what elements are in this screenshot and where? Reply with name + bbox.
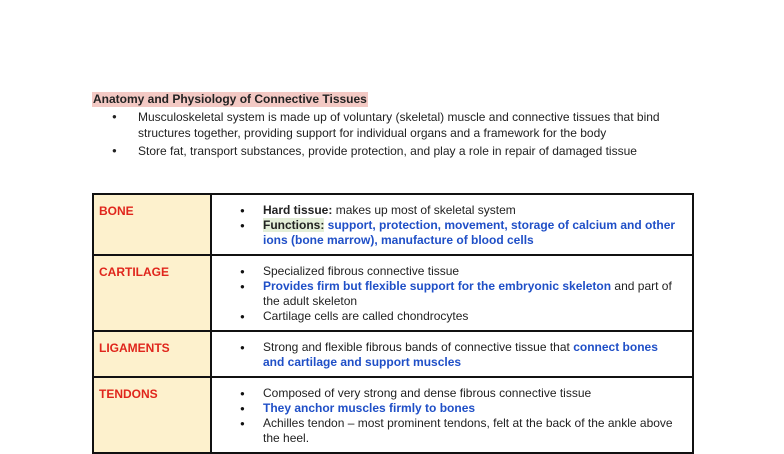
item-highlight-text: connect bones and cartilage and support muscles — [263, 340, 658, 369]
item-text: Composed of very strong and dense fibrous connective tissue — [263, 386, 592, 400]
list-item — [240, 218, 682, 248]
item-highlight-text: support, protection, movement, storage of calcium and other ions (bone marrow), manufacture of blood cells — [263, 218, 676, 247]
item-text: Strong and flexible fibrous bands of connective tissue that — [263, 340, 574, 354]
item-text: Cartilage cells are called chondrocytes — [263, 309, 469, 323]
item-text: makes up most of skeletal system — [332, 203, 516, 217]
table-row — [93, 331, 693, 377]
item-label: Functions: — [263, 218, 325, 232]
term-cell: CARTILAGE — [93, 255, 211, 331]
intro-bullet: ● Store fat, transport substances, provide protection, and play a role in repair of damaged tissue — [112, 143, 692, 159]
list-item — [240, 340, 682, 370]
list-item — [240, 386, 682, 401]
list-item — [240, 279, 682, 309]
intro-bullet: ● Musculoskeletal system is made up of voluntary (skeletal) muscle and connective tissues that bind structures together, providing support for individual organs and a framework for the body — [112, 109, 692, 141]
section-heading: Anatomy and Physiology of Connective Tissues — [93, 92, 367, 106]
item-text: and part of the adult skeleton — [263, 279, 672, 308]
table-row — [93, 194, 693, 255]
list-item — [240, 264, 682, 279]
description-cell — [211, 331, 693, 377]
item-text: Specialized fibrous connective tissue — [263, 264, 460, 278]
table-row — [93, 377, 693, 453]
table-row — [93, 255, 693, 331]
intro-list — [112, 109, 692, 159]
list-item — [240, 309, 682, 324]
list-item — [240, 416, 682, 446]
list-item — [240, 401, 682, 416]
list-item — [240, 203, 682, 218]
item-text: Achilles tendon – most prominent tendons, felt at the back of the ankle above the heel. — [263, 416, 673, 445]
item-highlight-text: Provides firm but flexible support for the embryonic skeleton — [263, 279, 612, 293]
description-cell — [211, 194, 693, 255]
description-cell — [211, 255, 693, 331]
connective-tissue-table — [92, 193, 694, 454]
term-cell: LIGAMENTS — [93, 331, 211, 377]
item-highlight-text: They anchor muscles firmly to bones — [263, 401, 476, 415]
term-cell: TENDONS — [93, 377, 211, 453]
description-cell — [211, 377, 693, 453]
term-cell: BONE — [93, 194, 211, 255]
item-label: Hard tissue: — [263, 203, 333, 217]
